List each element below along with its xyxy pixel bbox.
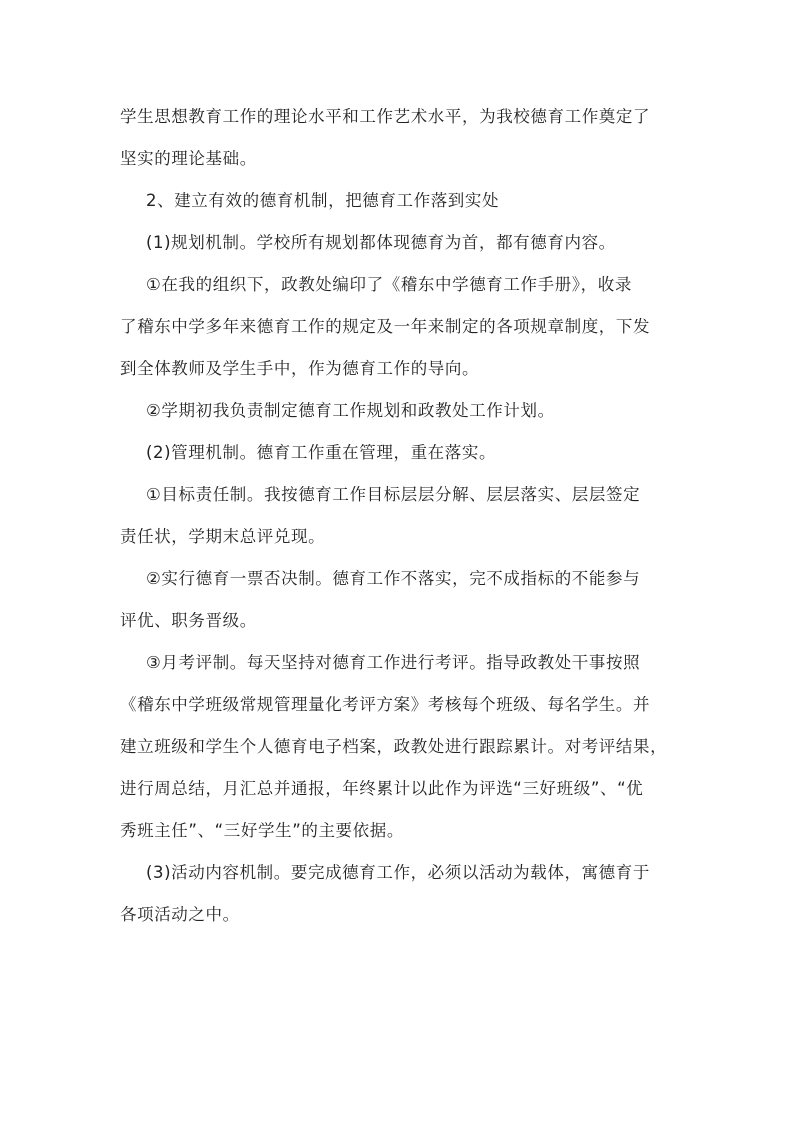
paragraph-line: 责任状，学期末总评兑现。 xyxy=(120,527,326,546)
paragraph-line: ②学期初我负责制定德育工作规划和政教处工作计划。 xyxy=(146,401,555,420)
paragraph-line: ①在我的组织下，政教处编印了《稽东中学德育工作手册》，收录 xyxy=(146,275,632,294)
paragraph-line: 各项活动之中。 xyxy=(120,905,240,924)
paragraph-line: (3)活动内容机制。要完成德育工作，必须以活动为载体，寓德育于 xyxy=(146,863,650,882)
paragraph-line: 学生思想教育工作的理论水平和工作艺术水平，为我校德育工作奠定了 xyxy=(120,107,651,126)
section-heading: 2、建立有效的德育机制，把德育工作落到实处 xyxy=(146,191,500,210)
paragraph-line: ②实行德育一票否决制。德育工作不落实，完不成指标的不能参与 xyxy=(146,569,641,588)
paragraph-line: 建立班级和学生个人德育电子档案，政教处进行跟踪累计。对考评结果， xyxy=(120,737,668,756)
paragraph-line: (2)管理机制。德育工作重在管理，重在落实。 xyxy=(146,443,497,462)
paragraph-line: ③月考评制。每天坚持对德育工作进行考评。指导政教处干事按照 xyxy=(146,653,641,672)
paragraph-line: 评优、职务晋级。 xyxy=(120,611,257,630)
paragraph-line: 到全体教师及学生手中，作为德育工作的导向。 xyxy=(120,359,480,378)
paragraph-line: 进行周总结，月汇总并通报，年终累计以此作为评选“三好班级”、“优 xyxy=(120,779,644,798)
paragraph-line: 《稽东中学班级常规管理量化考评方案》考核每个班级、每名学生。并 xyxy=(120,695,651,714)
paragraph-line: 坚实的理论基础。 xyxy=(120,149,257,168)
paragraph-line: (1)规划机制。学校所有规划都体现德育为首，都有德育内容。 xyxy=(146,233,616,252)
paragraph-line: 秀班主任”、“三好学生”的主要依据。 xyxy=(120,821,404,840)
paragraph-line: 了稽东中学多年来德育工作的规定及一年来制定的各项规章制度，下发 xyxy=(120,317,651,336)
paragraph-line: ①目标责任制。我按德育工作目标层层分解、层层落实、层层签定 xyxy=(146,485,641,504)
